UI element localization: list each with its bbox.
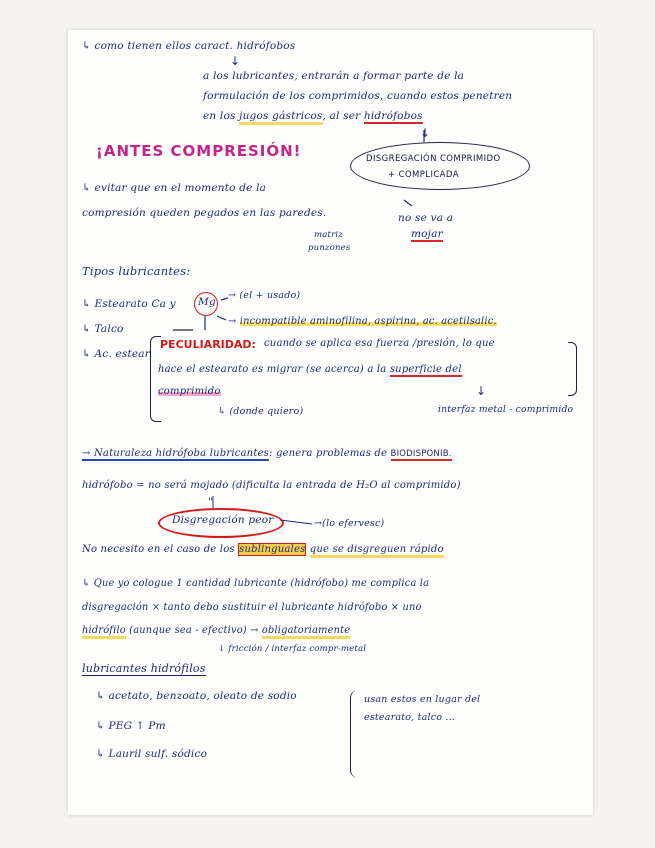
text-friccion: ↓ fricción / interfaz compr-metal (218, 644, 367, 654)
text-como-tienen: ↳ como tienen ellos caract. hidrófobos (82, 40, 296, 52)
text-genera-problemas: : genera problemas de (269, 448, 388, 459)
down-arrow-icon: ↓ (476, 384, 487, 398)
notebook-page (68, 30, 593, 815)
text-hidrofilo: hidrófilo (82, 625, 126, 639)
text-estearato: ↳ Estearato Ca y (82, 298, 176, 310)
text-ac-estear: ↳ Ac. estear. (82, 348, 153, 360)
text-formulacion: formulación de los comprimidos, cuando estos penetren (203, 90, 513, 102)
disgregacion-label: DISGREGACIÓN COMPRIMIDO (366, 154, 501, 164)
text-mg: Mg (198, 296, 216, 308)
note-incompatible: → incompatible aminofilina, aspirina, ac. acetilsalic. (228, 316, 497, 327)
text-talco: ↳ Talco (82, 323, 124, 335)
text-pec-2: hace el estearato es migrar (se acerca) a la (158, 364, 387, 375)
text-que-yo-1: ↳ Que yo cologue 1 cantidad lubricante (hidrófobo) me complica la (82, 578, 430, 589)
complicada-label: + COMPLICADA (388, 170, 459, 180)
text-punzones: punzones (308, 243, 351, 253)
text-donde-quiero: ↳ (donde quiero) (218, 406, 304, 417)
text-superficie: superficie del (389, 364, 462, 375)
text-biodisponibilidad: BIODISPONIB. (390, 449, 452, 459)
text-obligatoriamente: obligatoriamente (262, 625, 350, 639)
text-aunque-sea: (aunque sea - efectivo) → (129, 625, 259, 636)
antes-compresion-heading: ¡ANTES COMPRESIÓN! (96, 142, 302, 160)
text-compresion-pegados: compresión queden pegados en las paredes. (82, 207, 327, 219)
text-incompatible: incompatible aminofilina, aspirina, ac. acetilsalic. (239, 316, 497, 327)
text-lo-efervesc: →(lo efervesc) (314, 518, 385, 529)
text-el-mas-usado: → (el + usado) (228, 290, 301, 301)
text-hidrofobos: hidrófobos (363, 110, 423, 122)
text-que-yo-2: disgregación × tanto debo sustituir el lubricante hidrófobo × uno (82, 602, 422, 613)
text-lubricantes-entraran: a los lubricantes, entrarán a formar parte de la (203, 70, 465, 82)
text-interfaz: interfaz metal - comprimido (438, 404, 574, 415)
text-usan: usan estos en lugar del (364, 694, 481, 705)
text-peg: ↳ PEG ↑ Pm (96, 720, 166, 732)
text-evitar: ↳ evitar que en el momento de la (82, 182, 267, 194)
text-disgreguen-rapido: que se disgreguen rápido (310, 544, 444, 558)
text-equals-mark: " (208, 496, 214, 508)
connector-lines (68, 30, 593, 815)
text-pec-1: cuando se aplica esa fuerza /presión, lo que (264, 338, 495, 349)
text-comprimido: comprimido (158, 386, 221, 397)
down-arrow-icon: ↓ (230, 54, 241, 68)
text-en-los: en los (203, 110, 236, 122)
peculiaridad-label: PECULIARIDAD: (160, 338, 256, 351)
down-arrow-icon: ↓ (420, 126, 431, 140)
text-matriz: matriz (314, 230, 344, 240)
text-lauril: ↳ Lauril sulf. sódico (96, 748, 208, 760)
text-al-ser: , al ser (322, 110, 361, 122)
text-no-necesito: No necesito en el caso de los (82, 544, 235, 555)
text-estearato-talco: estearato, talco ... (364, 712, 456, 723)
text-no-se-va-a: no se va a (398, 212, 454, 224)
text-sublinguales: sublinguales (239, 544, 306, 555)
text-acetato: ↳ acetato, benzoato, oleato de sodio (96, 690, 297, 702)
text-mojar: mojar (411, 228, 443, 240)
text-lub-hidrofilos: lubricantes hidrófilos (82, 662, 206, 675)
text-hidrofobo: hidrófobo = no será mojado (dificulta la entrada de H₂O al comprimido) (82, 480, 461, 491)
text-tipos: Tipos lubricantes: (82, 264, 191, 278)
text-naturaleza: → Naturaleza hidrófoba lubricantes (82, 448, 269, 459)
text-jugos-gastricos: jugos gástricos (239, 110, 322, 125)
text-disgregacion-peor: Disgregación peor (172, 514, 274, 526)
